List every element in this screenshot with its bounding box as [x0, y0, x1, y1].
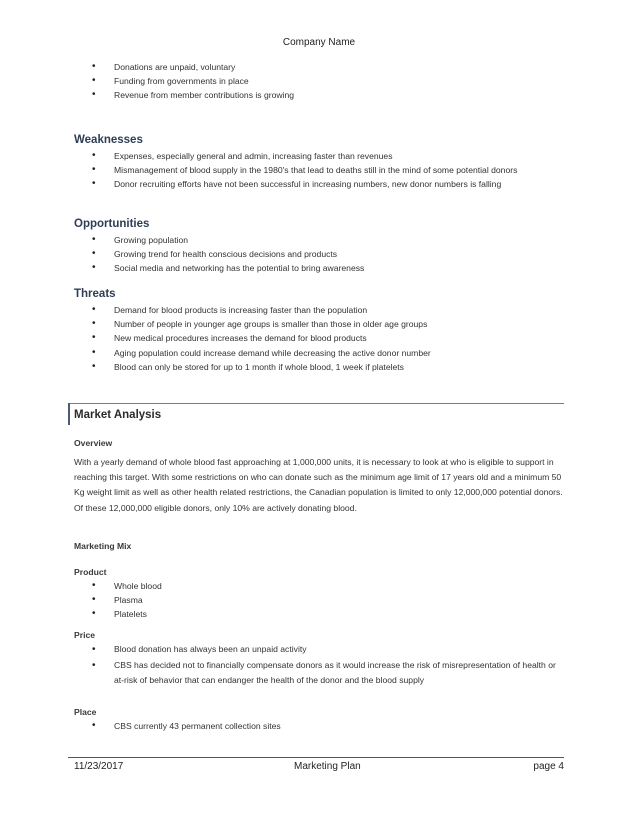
list-item: • Funding from governments in place [74, 74, 564, 88]
product-heading: Product [74, 567, 107, 577]
overview-section [74, 438, 564, 516]
list-item: • Growing population [74, 233, 564, 247]
opportunities-heading: Opportunities [74, 218, 150, 230]
list-item: • Demand for blood products is increasing faster than the population [74, 303, 564, 317]
product-list [74, 579, 564, 622]
weaknesses-list [74, 149, 564, 192]
footer-divider [68, 757, 564, 758]
list-item: • Social media and networking has the potential to bring awareness [74, 261, 564, 275]
market-analysis-heading: Market Analysis [74, 409, 162, 421]
list-item: • CBS currently 43 permanent collection sites [74, 719, 564, 733]
price-list [74, 642, 564, 689]
list-item: • Whole blood [74, 579, 564, 593]
list-item: • Blood can only be stored for up to 1 month if whole blood, 1 week if platelets [74, 360, 564, 374]
threats-section [74, 288, 564, 374]
list-item: • New medical procedures increases the demand for blood products [74, 331, 564, 345]
weaknesses-section [74, 134, 564, 192]
overview-paragraph: With a yearly demand of whole blood fast approaching at 1,000,000 units, it is necessary to look at who is eligible to support in reaching this target. With some restrictions on who can donate such as the minimum age limit of 17 years old and a minimum 50 Kg weight limit as well as other health related restrictions, the Canadian population is limited to only 12,000,000 potential donors. Of these 12,000,000 eligible donors, only 10% are actively donating blood. [74, 457, 563, 513]
threats-list [74, 303, 564, 374]
list-item: • Expenses, especially general and admin, increasing faster than revenues [74, 149, 564, 163]
footer-date: 11/23/2017 [74, 761, 124, 772]
list-item: • Plasma [74, 593, 564, 607]
list-item: • Donations are unpaid, voluntary [74, 60, 564, 74]
footer-page-number: page 4 [533, 761, 564, 772]
opportunities-section [74, 218, 564, 276]
price-heading: Price [74, 630, 96, 640]
list-item: • Aging population could increase demand while decreasing the active donor number [74, 346, 564, 360]
footer-title: Marketing Plan [294, 761, 361, 772]
list-item: • Growing trend for health conscious decisions and products [74, 247, 564, 261]
list-item: • Number of people in younger age groups is smaller than those in older age groups [74, 317, 564, 331]
marketing-mix-section [74, 541, 564, 551]
list-item: • CBS has decided not to financially compensate donors as it would increase the risk of misrepresentation of health or at-risk of behavior that can endanger the health of the donor and the blood supply [74, 658, 564, 689]
page-header: Company Name [282, 37, 356, 48]
marketing-mix-heading: Marketing Mix [74, 541, 132, 551]
strengths-continued [74, 60, 564, 103]
list-item: • Donor recruiting efforts have not been successful in increasing numbers, new donor numbers is falling [74, 177, 564, 191]
opportunities-list [74, 233, 564, 276]
price-section [74, 630, 564, 689]
place-heading: Place [74, 707, 97, 717]
list-item: • Revenue from member contributions is growing [74, 88, 564, 102]
overview-heading: Overview [74, 438, 113, 448]
section-accent-bar [68, 403, 70, 425]
product-section [74, 567, 564, 622]
strengths-list [74, 60, 564, 103]
threats-heading: Threats [74, 288, 116, 300]
list-item: • Platelets [74, 607, 564, 621]
place-section [74, 707, 564, 733]
list-item: • Blood donation has always been an unpaid activity [74, 642, 564, 658]
weaknesses-heading: Weaknesses [74, 134, 143, 146]
list-item: • Mismanagement of blood supply in the 1980's that lead to deaths still in the mind of some potential donors [74, 163, 564, 177]
section-divider [68, 403, 564, 404]
place-list [74, 719, 564, 733]
